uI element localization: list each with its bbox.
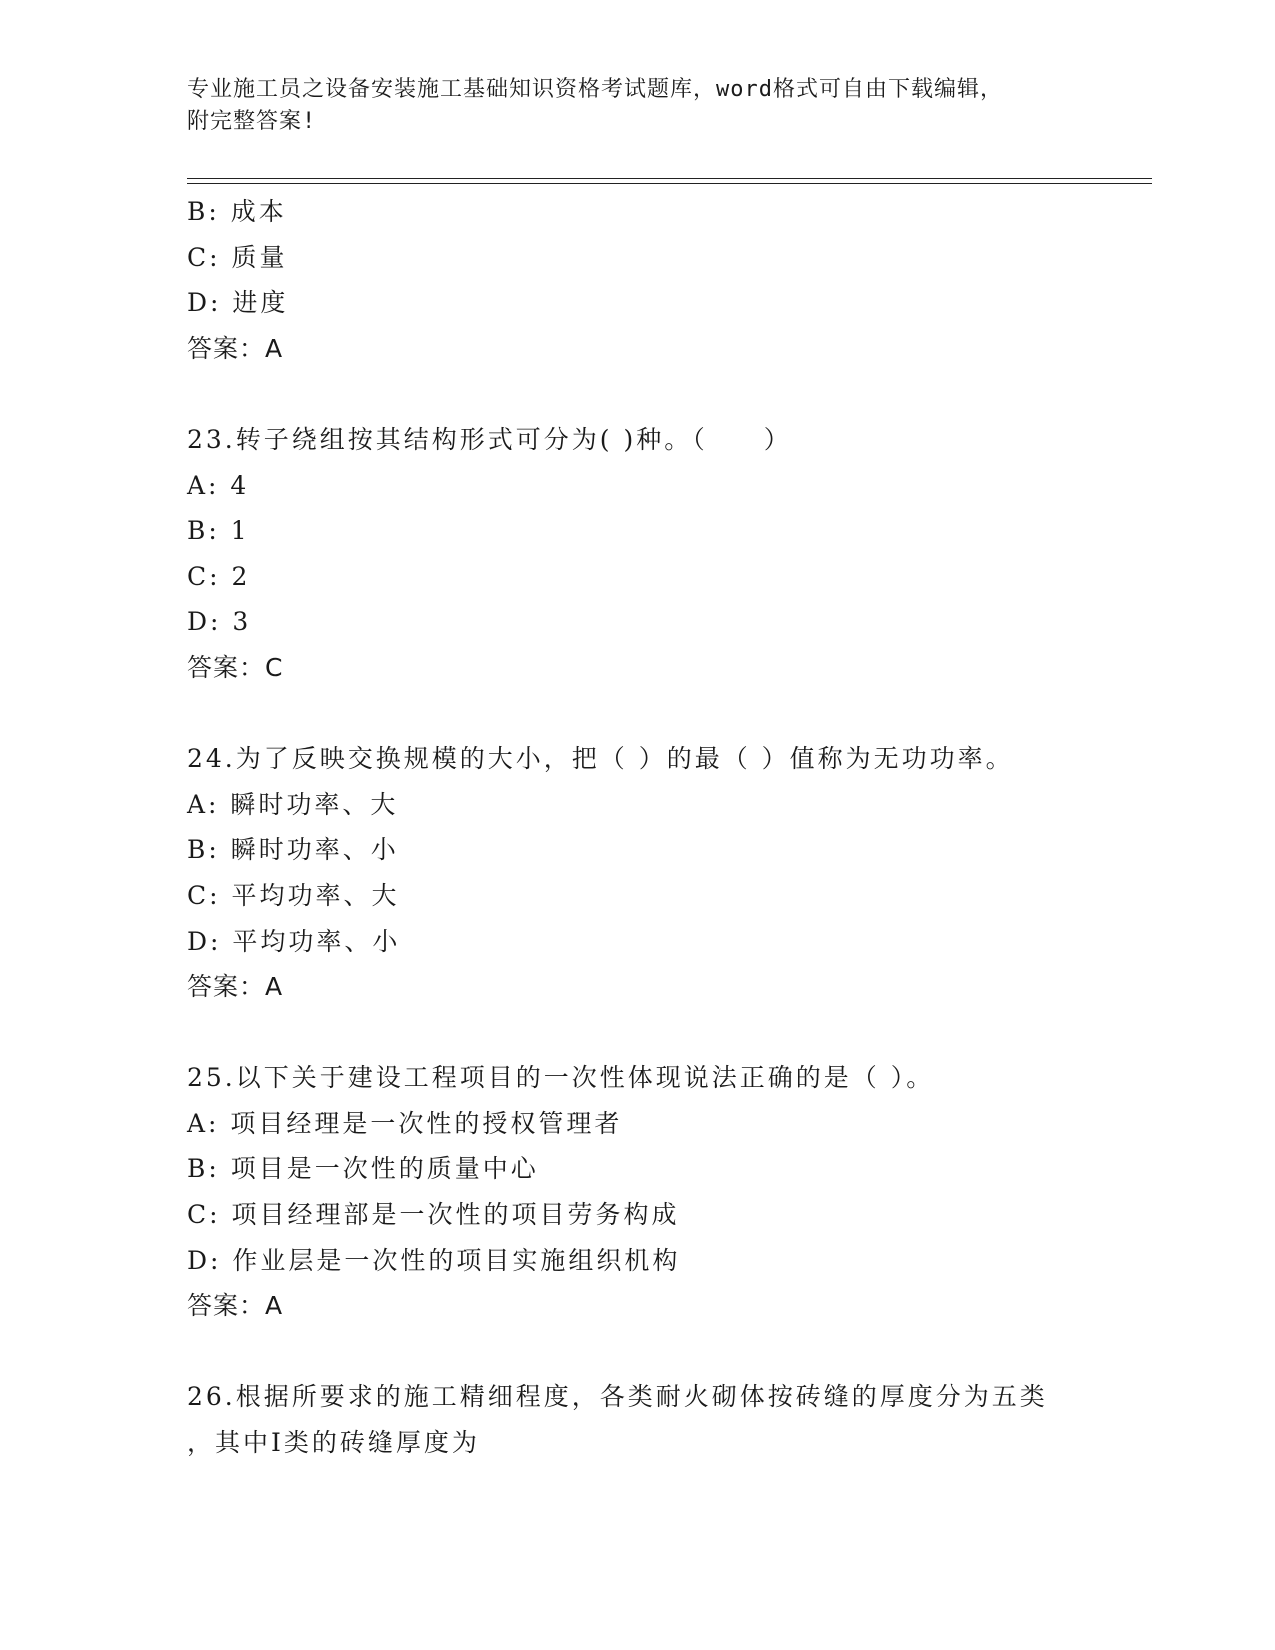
document-header bbox=[187, 74, 1087, 138]
question-26 bbox=[187, 1374, 1087, 1465]
answer-line: 答案：C bbox=[187, 652, 284, 682]
option-c: C: 平均功率、大 bbox=[187, 880, 400, 910]
option-d: D: 平均功率、小 bbox=[187, 926, 401, 956]
question-text: 24.为了反映交换规模的大小，把（ ）的最（ ）值称为无功功率。 bbox=[187, 744, 1014, 774]
spacer bbox=[187, 1329, 1087, 1375]
question-text-line-2: ，其中Ⅰ类的砖缝厚度为 bbox=[187, 1428, 480, 1458]
prev-question-tail bbox=[187, 189, 1087, 371]
option-a: A: 瞬时功率、大 bbox=[187, 789, 399, 819]
option-b: B: 成本 bbox=[187, 197, 287, 226]
option-a: A: 4 bbox=[187, 470, 250, 500]
option-c: C: 项目经理部是一次性的项目劳务构成 bbox=[187, 1200, 680, 1230]
option-a: A: 项目经理是一次性的授权管理者 bbox=[187, 1108, 623, 1138]
option-c: C: 质量 bbox=[187, 242, 288, 272]
question-text-line-1: 26.根据所要求的施工精细程度，各类耐火砌体按砖缝的厚度分为五类 bbox=[187, 1382, 1048, 1412]
question-list bbox=[187, 189, 1087, 1466]
spacer bbox=[187, 1010, 1087, 1056]
header-line-1: 专业施工员之设备安装施工基础知识资格考试题库，word格式可自由下载编辑， bbox=[187, 77, 1003, 102]
question-23 bbox=[187, 417, 1087, 691]
header-rule-bottom bbox=[187, 183, 1152, 184]
answer-line: 答案：A bbox=[187, 972, 284, 1002]
answer-line: 答案：A bbox=[187, 1291, 284, 1321]
question-text: 25.以下关于建设工程项目的一次性体现说法正确的是（ ）。 bbox=[187, 1063, 935, 1093]
option-d: D: 3 bbox=[187, 607, 252, 637]
spacer bbox=[187, 691, 1087, 737]
header-line-2: 附完整答案! bbox=[187, 109, 317, 134]
header-rule-top bbox=[187, 178, 1152, 179]
option-d: D: 作业层是一次性的项目实施组织机构 bbox=[187, 1245, 681, 1275]
spacer bbox=[187, 371, 1087, 417]
answer-line: 答案：A bbox=[187, 333, 284, 363]
option-b: B: 瞬时功率、小 bbox=[187, 835, 399, 865]
question-text: 23.转子绕组按其结构形式可分为( )种。（ ） bbox=[187, 424, 792, 454]
option-b: B: 项目是一次性的质量中心 bbox=[187, 1154, 539, 1184]
option-b: B: 1 bbox=[187, 516, 250, 546]
question-24 bbox=[187, 736, 1087, 1010]
option-c: C: 2 bbox=[187, 561, 251, 591]
question-25 bbox=[187, 1055, 1087, 1329]
option-d: D: 进度 bbox=[187, 288, 289, 318]
